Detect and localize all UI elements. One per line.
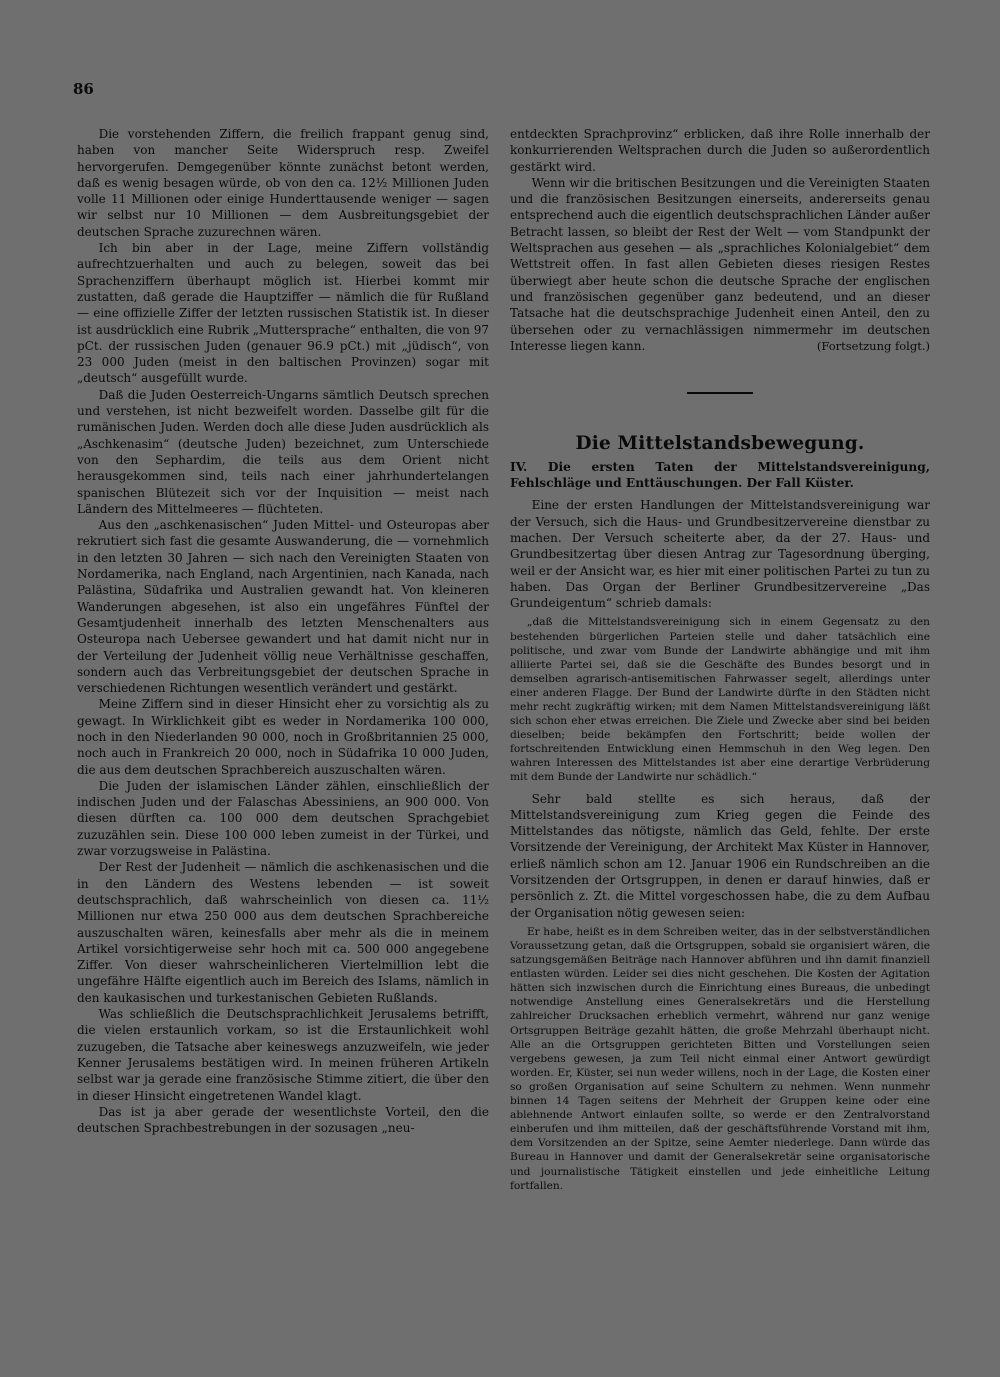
section-divider: [687, 392, 753, 394]
paragraph: Was schließlich die Deutschsprachlichkeit Jerusalems betrifft, die vielen erstaunlich vorkam, so ist die Erstaunlichkeit wohl zuzugeben, die Tatsache aber keineswegs anzuzweifeln, wie jeder Kenner Jerusalems bestätigen wird. In meinen früheren Artikeln selbst war ja gerade eine französische Stimme zitiert, die über den in dieser Hinsicht eingetretenen Wandel klagt.: [77, 1007, 489, 1103]
continuation-paragraph: entdeckten Sprachprovinz“ erblicken, daß ihre Rolle innerhalb der konkurrierenden Weltsprachen durch die Juden so außerordentlich gestärkt wird.: [510, 127, 930, 174]
paragraph: Daß die Juden Oesterreich-Ungarns sämtlich Deutsch sprechen und verstehen, ist nicht bezweifelt worden. Dasselbe gilt für die rumänischen Juden. Werden doch alle diese Juden ausdrücklich als „Aschkenasim“ (deutsche Juden) bezeichnet, zum Unterschiede von den Sephardim, die teils aus dem Orient nicht herausgekommen sind, teils nach einer jahrhundertelangen spanischen Blütezeit sich vor der Inquisition — meist nach Ländern des Mittelmeeres — flüchteten.: [77, 387, 489, 516]
left-column: [77, 126, 489, 1136]
paragraph: Sehr bald stellte es sich heraus, daß der Mittelstandsvereinigung zum Krieg gegen die Feinde des Mittelstandes das nötigste, nämlich das Geld, fehlte. Der erste Vorsitzende der Vereinigung, der Architekt Max Küster in Hannover, erließ nämlich schon am 12. Januar 1906 ein Rundschreiben an die Vorsitzenden der Ortsgruppen, in denen er darauf hinwies, daß er persönlich z. Zt. die Mittel vorgeschossen habe, die zu dem Aufbau der Organisation nötig gewesen seien:: [510, 791, 930, 920]
paragraph: Aus den „aschkenasischen“ Juden Mittel- und Osteuropas aber rekrutiert sich fast die gesamte Auswanderung, die — vornehmlich in den letzten 30 Jahren — sich nach den Vereinigten Staaten von Nordamerika, nach England, nach Argentinien, nach Kanada, nach Palästina, Südafrika und Australien gewandt hat. Von kleineren Wanderungen abgesehen, ist also ein ungefähres Fünftel der Gesamtjudenheit innerhalb des letzten Menschenalters aus Osteuropa nach Uebersee gewandert und hat damit nicht nur in der Verteilung der Judenheit völlig neue Verhältnisse geschaffen, sondern auch das Verbreitungsgebiet der deutschen Sprache in verschiedenen Richtungen wesentlich verändert und gestärkt.: [77, 518, 489, 696]
paragraph: Meine Ziffern sind in dieser Hinsicht eher zu vorsichtig als zu gewagt. In Wirklichkeit gibt es weder in Nordamerika 100 000, noch in den Niederlanden 90 000, noch in Großbritannien 25 000, noch auch in Frankreich 20 000, noch in Südafrika 10 000 Juden, die aus dem deutschen Sprachbereich auszuschalten wären.: [77, 697, 489, 777]
quotation-block: [510, 925, 930, 1193]
quotation: „daß die Mittelstandsvereinigung sich in einem Gegensatz zu den bestehenden bürgerlichen Parteien stelle und daher tatsächlich eine politische, und zwar vom Bunde der Landwirte abhängige und mit ihm alliierte Partei sei, daß sie die Geschäfte des Bundes besorgt und in demselben agrarisch-antisemitischen Fahrwasser segelt, allerdings unter einer anderen Flagge. Der Bund der Landwirte dürfte in den Städten nicht mehr recht zugkräftig wirken; mit dem Namen Mittelstandsvereinigung läßt sich schon eher etwas erreichen. Die Ziele und Zwecke aber sind bei beiden dieselben; beide bekämpfen den Fortschritt; beide wollen der fortschreitenden Entwicklung einen Hemmschuh in den Weg legen. Den wahren Interessen des Mittelstandes ist aber eine derartige Verbrüderung mit dem Bunde der Landwirte nur schädlich.“: [510, 616, 930, 784]
paragraph: Der Rest der Judenheit — nämlich die aschkenasischen und die in den Ländern des Westens lebenden — ist soweit deutschsprachlich, daß wahrscheinlich von diesen ca. 11½ Millionen nur etwa 250 000 aus dem deutschen Sprachbereiche auszuschalten wären, keinesfalls aber mehr als die in meinem Artikel vorsichtigerweise sehr hoch mit ca. 500 000 angegebene Ziffer. Von dieser wahrscheinlicheren Viertelmillion lebt die ungefähre Hälfte eigentlich auch im Bereich des Islams, nämlich in den kaukasischen und turkestanischen Gebieten Rußlands.: [77, 860, 489, 1005]
paragraph: Wenn wir die britischen Besitzungen und die Vereinigten Staaten und die französischen Besitzungen einerseits, andererseits genau entsprechend auch die eigentlich deutschsprachlichen Länder außer Betracht lassen, so bleibt der Rest der Welt — vom Standpunkt der Weltsprachen aus gesehen — als „sprachliches Kolonialgebiet“ dem Wettstreit offen. In fast allen Gebieten dieses riesigen Restes überwiegt aber heute schon die deutsche Sprache der englischen und französischen gegenüber ganz bedeutend, und an dieser Tatsache hat die deutschsprachige Judenheit einen Anteil, den zu übersehen oder zu vernachlässigen nimmermehr im deutschen Interesse liegen kann.: [510, 175, 930, 353]
paragraph: Die Juden der islamischen Länder zählen, einschließlich der indischen Juden und der Falaschas Abessiniens, an 900 000. Von diesen dürften ca. 100 000 dem deutschen Sprachgebiet zuzuzählen sein. Diese 100 000 leben zumeist in der Türkei, und zwar vorzugsweise in Palästina.: [77, 778, 489, 859]
paragraph: Ich bin aber in der Lage, meine Ziffern vollständig aufrechtzuerhalten und auch zu belegen, soweit das bei Sprachenziffern überhaupt möglich ist. Hierbei kommt mir zustatten, daß gerade die Hauptziffer — nämlich die für Rußland — eine offizielle Ziffer der letzten russischen Statistik ist. In dieser ist ausdrücklich eine Rubrik „Muttersprache“ enthalten, die von 97 pCt. der russischen Juden (genauer 96.9 pCt.) mit „jüdisch“, von 23 000 Juden (meist in den baltischen Provinzen) sogar mit „deutsch“ ausgefüllt wurde.: [77, 241, 489, 386]
quotation-block: [510, 615, 930, 784]
continued-note: (Fortsetzung folgt.): [816, 339, 930, 354]
right-column: [510, 126, 930, 1199]
section-title: Die Mittelstandsbewegung.: [575, 433, 865, 455]
paragraph: Eine der ersten Handlungen der Mittelstandsvereinigung war der Versuch, sich die Haus- und Grundbesitzervereine dienstbar zu machen. Der Versuch scheiterte aber, da der 27. Haus- und Grundbesitzertag über diesen Antrag zur Tagesordnung überging, weil er der Ansicht war, es hier mit einer politischen Partei zu tun zu haben. Das Organ der Berliner Grundbesitzervereine „Das Grundeigentum“ schrieb damals:: [510, 498, 930, 611]
section-subheading: IV. Die ersten Taten der Mittelstandsvereinigung, Fehlschläge und Enttäuschungen. Der Fall Küster.: [510, 459, 930, 491]
quotation: Er habe, heißt es in dem Schreiben weiter, das in der selbstverständlichen Voraussetzung getan, daß die Ortsgruppen, sobald sie organisiert wären, die satzungsgemäßen Beiträge nach Hannover abführen und ihn damit finanziell entlasten würden. Leider sei dies nicht geschehen. Die Kosten der Agitation hätten sich inzwischen durch die Einrichtung eines Bureaus, die unbedingt notwendige Anstellung eines Generalsekretärs und die Herstellung zahlreicher Drucksachen erheblich vermehrt, während nur ganz wenige Ortsgruppen Beiträge gezahlt hätten, die große Mehrzahl überhaupt nicht. Alle an die Ortsgruppen gerichteten Bitten und Vorstellungen seien vergebens gewesen, ja zum Teil nicht einmal einer Antwort gewürdigt worden. Er, Küster, sei nun weder willens, noch in der Lage, die Kosten einer so großen Organisation auf seine Schultern zu nehmen. Wenn nunmehr binnen 14 Tagen seitens der Mehrheit der Gruppen keine oder eine ablehnende Antwort einlaufen sollte, so werde er den Zentralvorstand einberufen und ihm mitteilen, daß der geschäftsführende Vorstand mit ihm, dem Vorsitzenden an der Spitze, seine Aemter niederlege. Dann würde das Bureau in Hannover und damit der Generalsekretär seine organisatorische und journalistische Tätigkeit einstellen und jede einheitliche Leitung fortfallen.: [510, 925, 930, 1192]
paragraph: Das ist ja aber gerade der wesentlichste Vorteil, den die deutschen Sprachbestrebungen in der sozusagen „neu-: [77, 1104, 489, 1136]
paragraph: Die vorstehenden Ziffern, die freilich frappant genug sind, haben von mancher Seite Widerspruch resp. Zweifel hervorgerufen. Demgegenüber könnte zunächst betont werden, daß es wenig besagen würde, ob von den ca. 12½ Millionen Juden volle 11 Millionen oder einige Hunderttausende weniger — sagen wir selbst nur 10 Millionen — dem Ausbreitungsgebiet der deutschen Sprache zuzurechnen wären.: [77, 127, 489, 239]
page-number: 86: [73, 80, 94, 98]
